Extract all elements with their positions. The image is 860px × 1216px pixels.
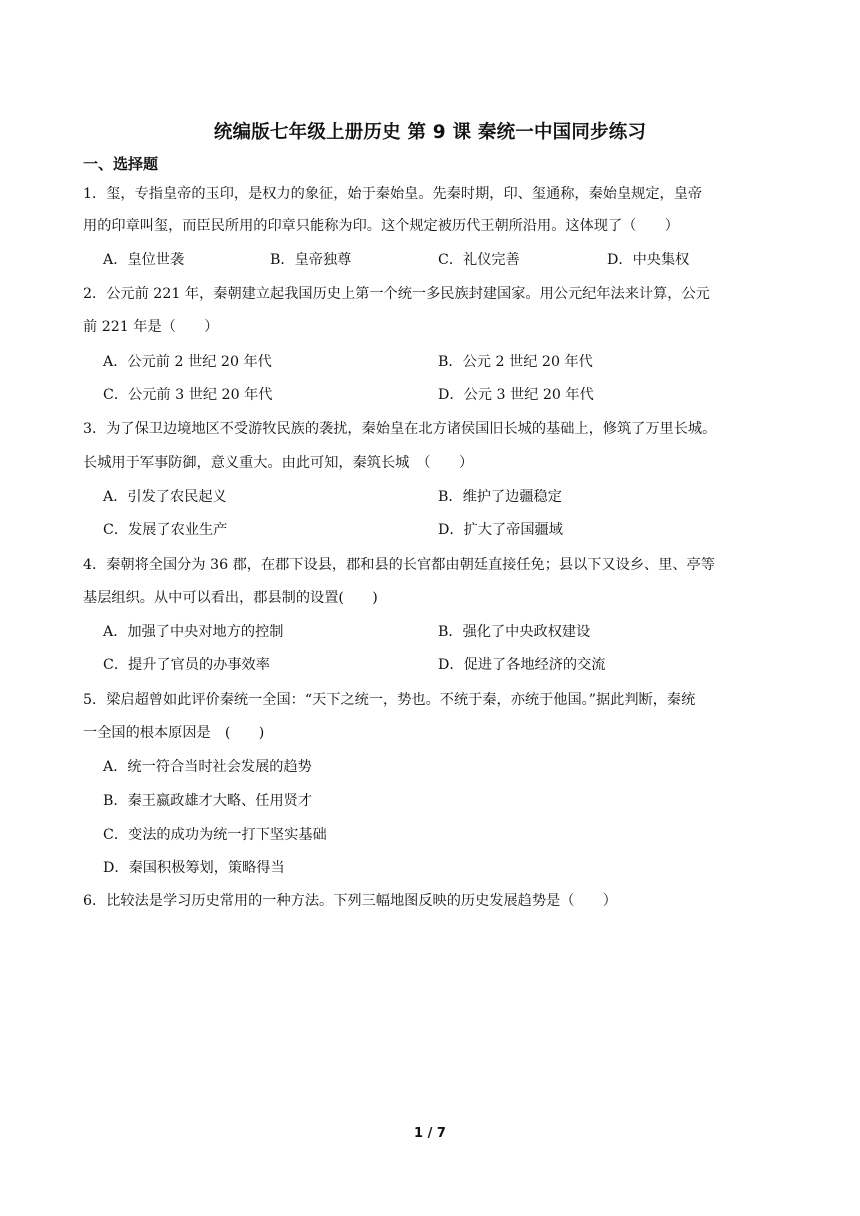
question-5-option-a: A．统一符合当时社会发展的趋势 (103, 759, 312, 775)
question-4-line-2: 基层组织。从中可以看出，郡县制的设置( ) (83, 590, 378, 606)
question-5-line-1: 5．梁启超曾如此评价秦统一全国：“天下之统一，势也。不统于秦，亦统于他国。”据此判断，秦统 (83, 692, 696, 708)
question-2-line-1: 2．公元前 221 年，秦朝建立起我国历史上第一个统一多民族封建国家。用公元纪年法来计算，公元 (83, 286, 710, 302)
question-3-option-a: A．引发了农民起义 (103, 489, 227, 505)
question-1-line-1: 1．玺，专指皇帝的玉印，是权力的象征，始于秦始皇。先秦时期，印、玺通称，秦始皇规定，皇帝 (83, 186, 703, 202)
question-5-line-2: 一全国的根本原因是 ( ) (83, 725, 265, 741)
question-2-option-c: C．公元前 3 世纪 20 年代 (103, 387, 273, 403)
question-4-option-c: C．提升了官员的办事效率 (103, 657, 270, 673)
question-3-option-d: D．扩大了帝国疆域 (438, 522, 563, 538)
question-6-line-1: 6．比较法是学习历史常用的一种方法。下列三幅地图反映的历史发展趋势是（ ） (83, 893, 617, 909)
question-2-option-b: B．公元 2 世纪 20 年代 (438, 354, 593, 370)
question-2-line-2: 前 221 年是（ ） (83, 319, 219, 335)
question-2-option-a: A．公元前 2 世纪 20 年代 (103, 354, 272, 370)
question-4-option-a: A．加强了中央对地方的控制 (103, 624, 284, 640)
question-3-line-1: 3．为了保卫边境地区不受游牧民族的袭扰，秦始皇在北方诸侯国旧长城的基础上，修筑了万里长城。 (83, 421, 717, 437)
question-1-option-c: C．礼仪完善 (438, 252, 520, 268)
question-1-line-2: 用的印章叫玺，而臣民所用的印章只能称为印。这个规定被历代王朝所沿用。这体现了（ ） (83, 218, 679, 234)
page-number: 1 / 7 (414, 1126, 446, 1141)
question-3-option-b: B．维护了边疆稳定 (438, 489, 562, 505)
question-3-option-c: C．发展了农业生产 (103, 522, 228, 538)
question-1-option-d: D．中央集权 (607, 252, 690, 268)
question-1-option-b: B．皇帝独尊 (270, 252, 352, 268)
question-5-option-c: C．变法的成功为统一打下坚实基础 (103, 827, 327, 843)
question-2-option-d: D．公元 3 世纪 20 年代 (438, 387, 594, 403)
question-1-option-a: A．皇位世袭 (103, 252, 185, 268)
question-4-line-1: 4．秦朝将全国分为 36 郡，在郡下设县，郡和县的长官都由朝廷直接任免；县以下又设乡、里、亭等 (83, 557, 715, 573)
section-heading: 一、选择题 (83, 155, 159, 173)
question-4-option-b: B．强化了中央政权建设 (438, 624, 591, 640)
document-title: 统编版七年级上册历史 第 9 课 秦统一中国同步练习 (213, 122, 647, 143)
question-3-line-2: 长城用于军事防御，意义重大。由此可知，秦筑长城 （ ） (83, 455, 474, 471)
question-5-option-b: B．秦王嬴政雄才大略、任用贤才 (103, 793, 313, 809)
question-5-option-d: D．秦国积极筹划，策略得当 (103, 860, 285, 876)
question-4-option-d: D．促进了各地经济的交流 (438, 657, 606, 673)
